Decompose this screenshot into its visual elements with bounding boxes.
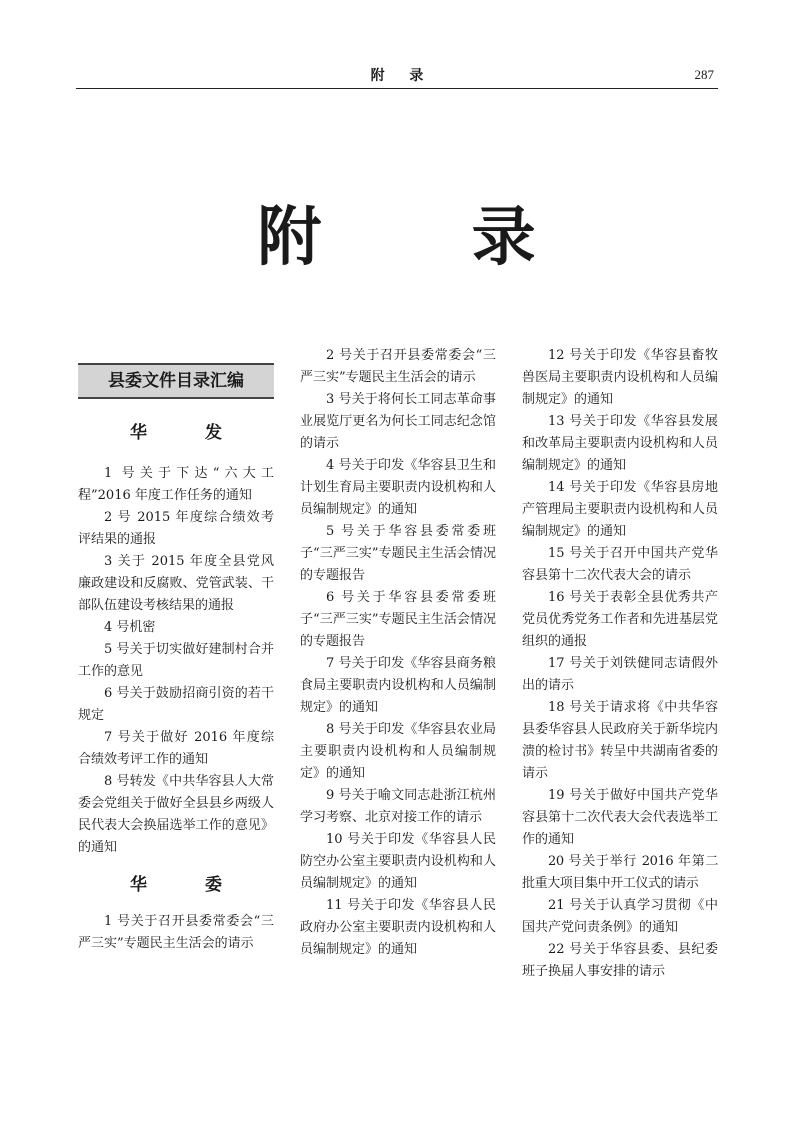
running-title: 附 录 bbox=[370, 68, 434, 84]
list-item: 7 号关于印发《华容县商务粮食局主要职责内设机构和人员编制规定》的通知 bbox=[300, 656, 496, 715]
page-number: 287 bbox=[694, 67, 714, 82]
list-item: 16 号关于表彰全县优秀共产党员优秀党务工作者和先进基层党组织的通报 bbox=[522, 590, 718, 649]
list-item: 3 关于 2015 年度全县党风廉政建设和反腐败、党管武装、干部队伍建设考核结果的通报 bbox=[78, 554, 274, 613]
list-item: 6 号关于华容县委常委班子“三严三实”专题民主生活会情况的专题报告 bbox=[300, 590, 496, 649]
list-item: 2 号 2015 年度综合绩效考评结果的通报 bbox=[78, 510, 274, 547]
list-item: 12 号关于印发《华容县畜牧兽医局主要职责内设机构和人员编制规定》的通知 bbox=[522, 348, 718, 407]
list-item: 11 号关于印发《华容县人民政府办公室主要职责内设机构和人员编制规定》的通知 bbox=[300, 898, 496, 957]
list-item: 9 号关于喻文同志赴浙江杭州学习考察、北京对接工作的请示 bbox=[300, 788, 496, 825]
list-item: 7 号关于做好 2016 年度综合绩效考评工作的通知 bbox=[78, 730, 274, 767]
section-banner: 县委文件目录汇编 bbox=[78, 363, 274, 399]
list-item: 5 号关于华容县委常委班子“三严三实”专题民主生活会情况的专题报告 bbox=[300, 524, 496, 583]
list-item: 18 号关于请求将《中共华容县委华容县人民政府关于新华垸内溃的检讨书》转呈中共湖南省委的请示 bbox=[522, 700, 718, 781]
list-item: 3 号关于将何长工同志革命事业展览厅更名为何长工同志纪念馆的请示 bbox=[300, 392, 496, 451]
running-header bbox=[76, 62, 718, 89]
list-item: 1 号关于召开县委常委会“三严三实”专题民主生活会的请示 bbox=[78, 914, 274, 951]
list-item: 4 号机密 bbox=[104, 620, 156, 635]
list-item: 19 号关于做好中国共产党华容县第十二次代表大会代表选举工作的通知 bbox=[522, 788, 718, 847]
list-item: 2 号关于召开县委常委会“三严三实”专题民主生活会的请示 bbox=[300, 348, 496, 385]
list-item: 22 号关于华容县委、县纪委班子换届人事安排的请示 bbox=[522, 942, 718, 979]
text-column-3 bbox=[522, 345, 718, 983]
list-item: 5 号关于切实做好建制村合并工作的意见 bbox=[78, 642, 274, 679]
list-item: 1 号关于下达“六大工程”2016 年度工作任务的通知 bbox=[78, 466, 274, 503]
list-item: 15 号关于召开中国共产党华容县第十二次代表大会的请示 bbox=[522, 546, 718, 583]
list-item: 4 号关于印发《华容县卫生和计划生育局主要职责内设机构和人员编制规定》的通知 bbox=[300, 458, 496, 517]
text-column-2 bbox=[300, 345, 496, 961]
list-item: 8 号转发《中共华容县人大常委会党组关于做好全县县乡两级人民代表大会换届选举工作的意见》的通知 bbox=[78, 774, 274, 855]
section-heading-huafa: 华 发 bbox=[130, 423, 248, 443]
list-item: 6 号关于鼓励招商引资的若干规定 bbox=[78, 686, 274, 723]
list-item: 8 号关于印发《华容县农业局主要职责内设机构和人员编制规定》的通知 bbox=[300, 722, 496, 781]
list-item: 21 号关于认真学习贯彻《中国共产党问责条例》的通知 bbox=[522, 898, 718, 935]
section-heading-huawei: 华 委 bbox=[130, 875, 248, 895]
list-item: 20 号关于举行 2016 年第二批重大项目集中开工仪式的请示 bbox=[522, 854, 718, 891]
page-title: 附 录 bbox=[257, 201, 600, 275]
list-item: 10 号关于印发《华容县人民防空办公室主要职责内设机构和人员编制规定》的通知 bbox=[300, 832, 496, 891]
list-item: 14 号关于印发《华容县房地产管理局主要职责内设机构和人员编制规定》的通知 bbox=[522, 480, 718, 539]
text-column-1 bbox=[78, 345, 274, 955]
list-item: 17 号关于刘铁健同志请假外出的请示 bbox=[522, 656, 718, 693]
list-item: 13 号关于印发《华容县发展和改革局主要职责内设机构和人员编制规定》的通知 bbox=[522, 414, 718, 473]
